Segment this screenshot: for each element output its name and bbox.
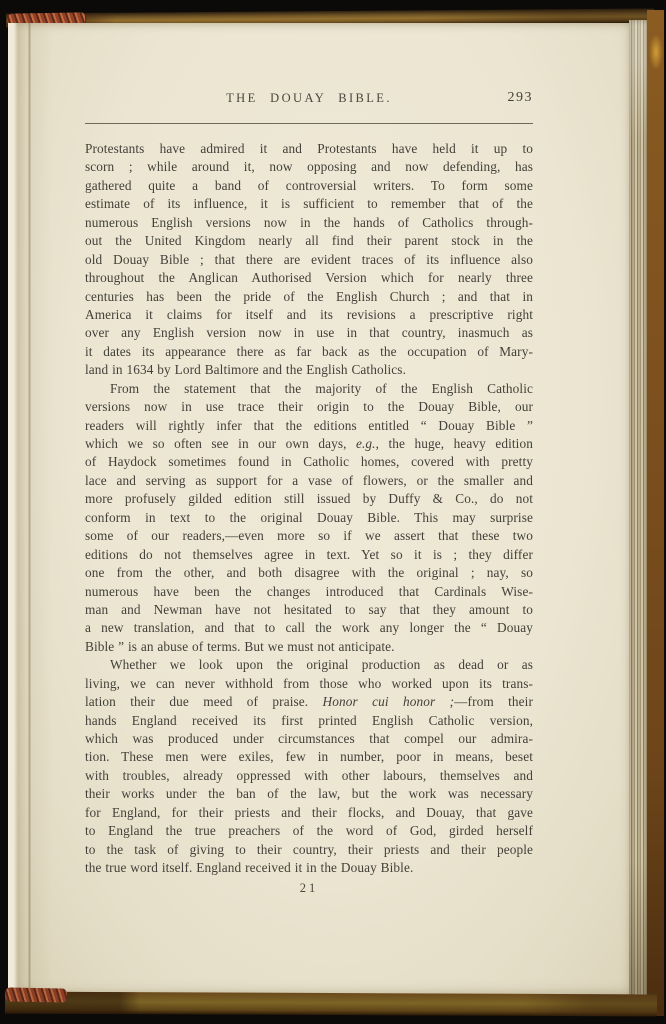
text-line: for England, for their priests and their flocks, and Douay, that gave [85, 804, 533, 820]
page-text [85, 140, 533, 878]
text-line: scorn ; while around it, now opposing and now defending, has [85, 159, 533, 175]
text-line: Bible ” is an abuse of terms. But we must not anticipate. [85, 638, 395, 654]
text-line: tion. These men were exiles, few in number, poor in means, beset [85, 749, 533, 765]
text-line: lation their due meed of praise. Honor cui honor ;—from their [85, 694, 533, 710]
text-line: with troubles, already oppressed with other labours, themselves and [85, 767, 533, 783]
text-line: versions now in use trace their origin to the Douay Bible, our [85, 399, 533, 415]
text-line: to England the true preachers of the word of God, girded herself [85, 823, 533, 839]
text-line: which was produced under circumstances that compel our admira- [85, 731, 533, 746]
text-line: readers will rightly infer that the editions entitled “ Douay Bible ” [85, 417, 533, 433]
text-line: America it claims for itself and its revisions a prescriptive right [85, 306, 533, 322]
text-line: hands England received its first printed English Catholic version, [85, 712, 533, 728]
text-line: old Douay Bible ; that there are evident traces of its influence also [85, 251, 533, 267]
text-line: numerous English versions now in the hands of Catholics through- [85, 214, 533, 230]
text-line: the true word itself. England received it in the Douay Bible. [85, 860, 414, 876]
book-cover-right [647, 10, 664, 1016]
text-line: Whether we look upon the original production as dead or as [110, 657, 533, 673]
text-line: a new translation, and that to call the work any longer the “ Douay [85, 620, 533, 636]
text-line: which we so often see in our own days, e.g., the huge, heavy edition [85, 436, 533, 451]
text-line: editions do not themselves agree in text. Yet so it is ; they differ [85, 546, 533, 562]
book-fore-edge [629, 20, 649, 1008]
running-head: THE DOUAY BIBLE. [226, 91, 392, 105]
text-line: to the task of giving to their country, their priests and their people [85, 841, 533, 857]
book-headband-bottom [5, 987, 67, 1002]
text-line: From the statement that the majority of the English Catholic [110, 380, 533, 396]
text-line: lace and serving as support for a vase of flowers, or the smaller and [85, 472, 533, 488]
text-line: over any English version now in use in that country, inasmuch as [85, 325, 533, 341]
gutter-shadow [8, 23, 78, 995]
text-line: of Haydock sometimes found in Catholic homes, covered with pretty [85, 454, 533, 470]
text-line: living, we can never withhold from those who worked upon its trans- [85, 675, 533, 691]
text-line: conform in text to the original Douay Bible. This may surprise [85, 509, 533, 525]
book-cover-bottom [5, 992, 657, 1017]
text-line: it dates its appearance there as far back as the occupation of Mary- [85, 343, 533, 359]
text-line: some of our readers,—even more so if we assert that these two [85, 528, 533, 544]
text-line: centuries has been the pride of the English Church ; and that in [85, 288, 533, 304]
text-line: throughout the Anglican Authorised Version which for nearly three [85, 270, 533, 286]
paragraph [85, 656, 533, 877]
text-line: land in 1634 by Lord Baltimore and the English Catholics. [85, 362, 406, 378]
text-line: estimate of its influence, it is sufficient to remember that of the [85, 196, 533, 212]
page-header [85, 90, 533, 105]
text-line: man and Newman have not hesitated to say that they amount to [85, 601, 533, 617]
text-line: their works under the ban of the law, but the work was necessary [85, 786, 533, 802]
text-line: Protestants have admired it and Protestants have held it up to [85, 141, 533, 156]
paragraph [85, 380, 533, 657]
text-line: out the United Kingdom nearly all find their parent stock in the [85, 233, 533, 249]
text-line: numerous have been the changes introduced that Cardinals Wise- [85, 583, 533, 599]
header-rule [85, 123, 533, 124]
text-area [85, 90, 533, 896]
signature-mark: 21 [299, 880, 319, 895]
text-line: gathered quite a band of controversial writers. To form some [85, 177, 533, 193]
book-page [8, 23, 632, 995]
page-number: 293 [507, 90, 533, 105]
text-line: more profusely gilded edition still issued by Duffy & Co., do not [85, 491, 533, 507]
text-line: one from the other, and both disagree with the original ; nay, so [85, 565, 533, 581]
paragraph [85, 140, 533, 380]
